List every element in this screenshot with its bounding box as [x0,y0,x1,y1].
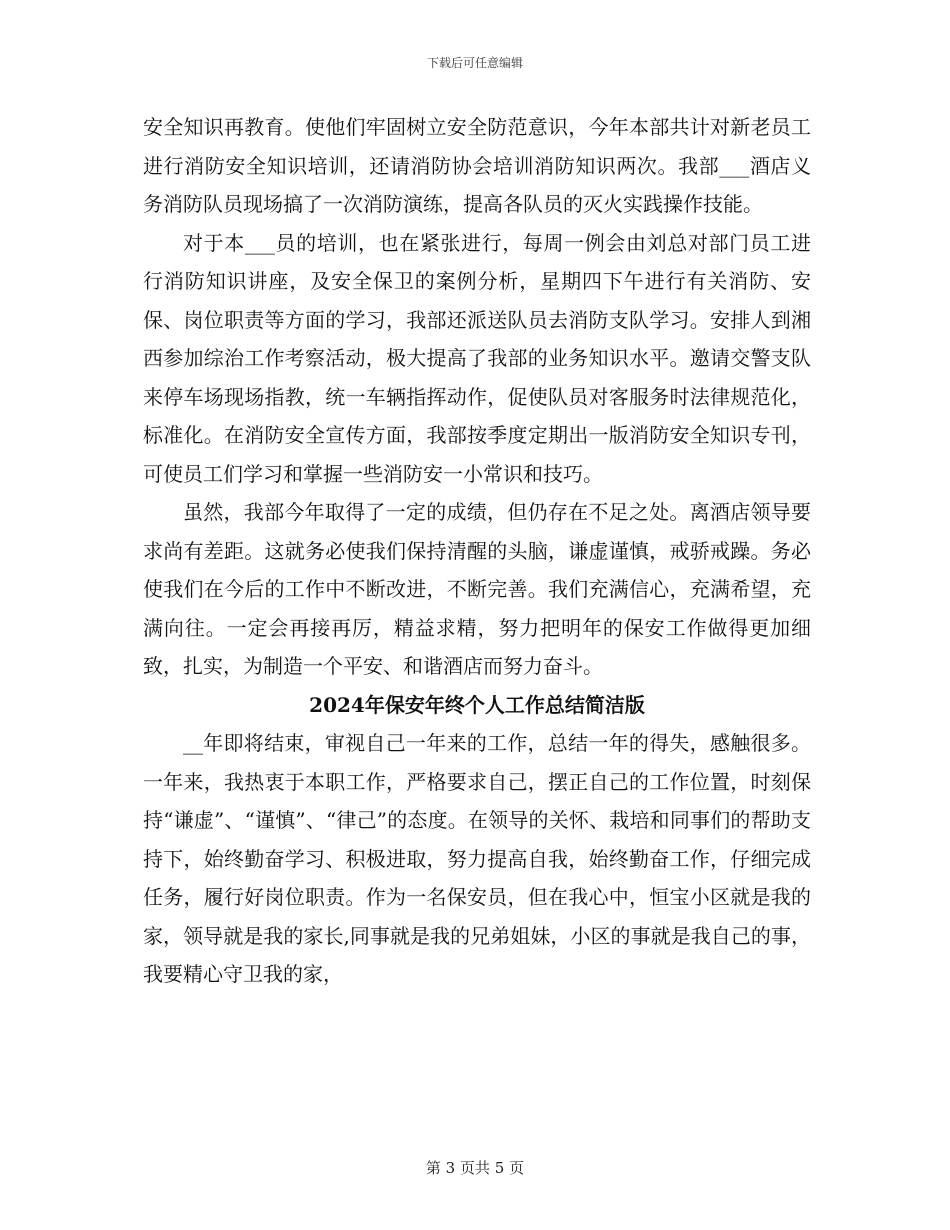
section-title: 2024年保安年终个人工作总结简洁版 [309,692,645,717]
page-footer: 第 3 页共 5 页 [425,1159,525,1177]
paragraph-4: __年即将结束，审视自己一年来的工作，总结一年的得失，感触很多。一年来，我热衷于本职工作，严格要求自己，摆正自己的工作位置，时刻保持“谦虚”、“谨慎”、“律己”的态度。在领导的关怀、栽培和同事们的帮助支持下，始终勤奋学习、积极进取，努力提高自我，始终勤奋工作，仔细完成任务，履行好岗位职责。作为一名保安员，但在我心中，恒宝小区就是我的家，领导就是我的家长,同事就是我的兄弟姐妹，小区的事就是我自己的事，我要精心守卫我的家， [143,731,811,986]
page-header: 下载后可任意编辑 [426,56,523,70]
paragraph-1: 安全知识再教育。使他们牢固树立安全防范意识，今年本部共计对新老员工进行消防安全知识培训，还请消防协会培训消防知识两次。我部___酒店义务消防队员现场搞了一次消防演练，提高各队员的灭火实践操作技能。 [143,115,811,216]
paragraph-2: 对于本___员的培训，也在紧张进行，每周一例会由刘总对部门员工进行消防知识讲座，及安全保卫的案例分析，星期四下午进行有关消防、安保、岗位职责等方面的学习，我部还派送队员去消防支队学习。安排人到湘西参加综治工作考察活动，极大提高了我部的业务知识水平。邀请交警支队来停车场现场指教，统一车辆指挥动作，促使队员对客服务时法律规范化，标准化。在消防安全宣传方面，我部按季度定期出一版消防安全知识专刊，可使员工们学习和掌握一些消防安一小常识和技巧。 [143,230,811,486]
document-body [143,108,811,994]
paragraph-3: 虽然，我部今年取得了一定的成绩，但仍存在不足之处。离酒店领导要求尚有差距。这就务必使我们保持清醒的头脑，谦虚谨慎，戒骄戒躁。务必使我们在今后的工作中不断改进，不断完善。我们充满信心，充满希望，充满向往。一定会再接再厉，精益求精，努力把明年的保安工作做得更加细致，扎实，为制造一个平安、和谐酒店而努力奋斗。 [143,500,811,678]
